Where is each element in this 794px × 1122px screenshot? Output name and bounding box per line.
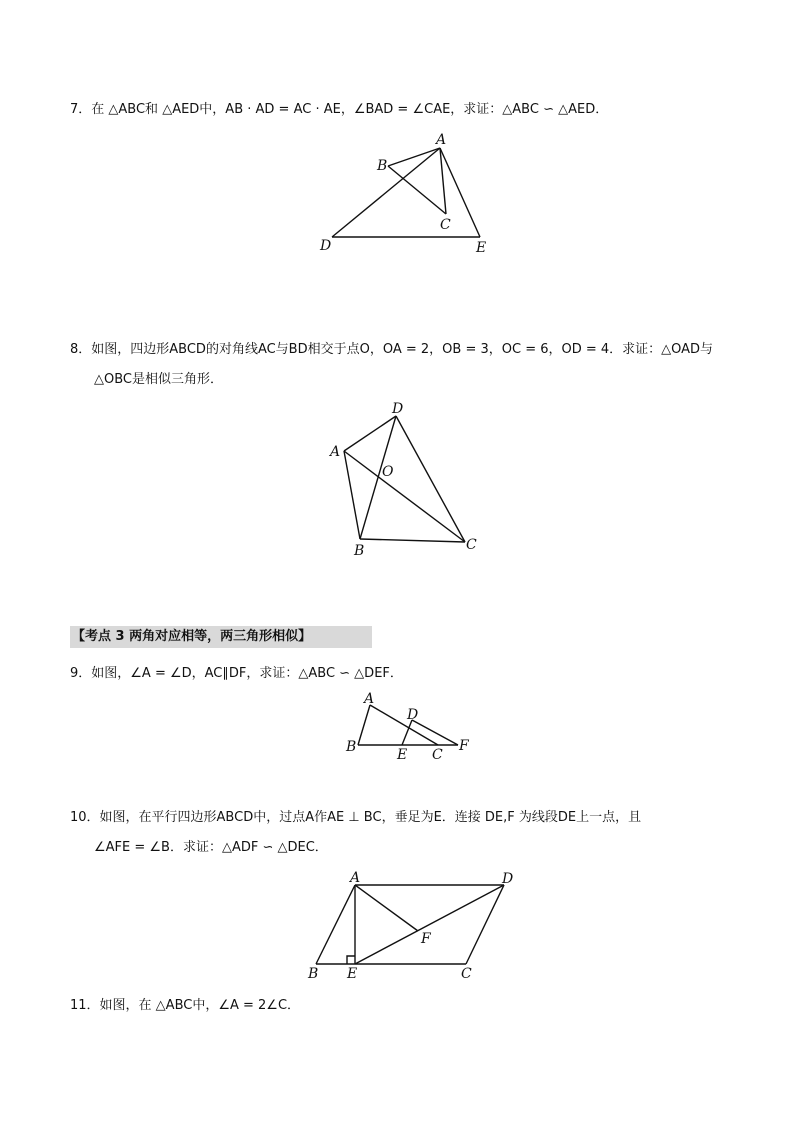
segment-BA [388,148,440,166]
label-B: B [354,543,365,559]
segment-BA [316,885,355,964]
segment-DC [396,416,465,542]
problem-8-text-line2: △OBC是相似三角形． [94,372,223,387]
problem-11-text: 11．如图，在 △ABC中，∠A = 2∠C． [70,998,301,1013]
segment-ED [355,885,504,964]
figure-9 [340,690,480,765]
segment-DF [412,720,458,745]
figure-10 [300,865,530,985]
label-E: E [347,966,358,982]
segment-AC [344,451,465,542]
label-F: F [421,931,431,947]
label-B: B [346,739,357,755]
figure-7 [300,130,520,260]
label-C: C [440,217,451,233]
problem-10-text-line1: 10．如图，在平行四边形ABCD中，过点A作AE ⊥ BC，垂足为E．连接 DE,F 为线段DE上一点，且 [70,810,642,825]
label-A: A [330,444,341,460]
segment-AF [355,885,418,931]
label-E: E [476,240,487,256]
label-D: D [320,238,332,254]
label-D: D [502,871,514,887]
label-D: D [407,707,419,723]
problem-10-text-line2: ∠AFE = ∠B．求证：△ADF ∽ △DEC． [94,840,328,855]
segment-AB [344,451,360,539]
label-C: C [461,966,472,982]
label-A: A [436,132,447,148]
problem-7-text: 7．在 △ABC和 △AED中，AB · AD = AC · AE，∠BAD = ∠CAE，求证：△ABC ∽ △AED． [70,102,609,117]
label-D: D [392,401,404,417]
label-F: F [459,738,469,754]
segment-DC [466,885,504,964]
segment-BA [358,705,370,745]
problem-8-text-line1: 8．如图，四边形ABCD的对角线AC与BD相交于点O，OA = 2，OB = 3，OC = 6，OD = 4．求证：△OAD与 [70,342,714,357]
figure-8 [320,395,490,560]
label-A: A [364,691,375,707]
section-header-kaodian-3: 【考点 3 两角对应相等，两三角形相似】 [70,626,372,648]
label-C: C [432,747,443,763]
label-B: B [377,158,388,174]
label-E: E [397,747,408,763]
problem-9-text: 9．如图，∠A = ∠D，AC∥DF，求证：△ABC ∽ △DEF． [70,666,403,681]
segment-BC [388,166,446,214]
label-O: O [382,464,394,480]
right-angle-mark [347,956,355,964]
label-C: C [466,537,477,553]
segment-BC [360,539,465,542]
segment-ED [402,720,412,745]
label-B: B [308,966,319,982]
label-A: A [350,870,361,886]
segment-AD [344,416,396,451]
